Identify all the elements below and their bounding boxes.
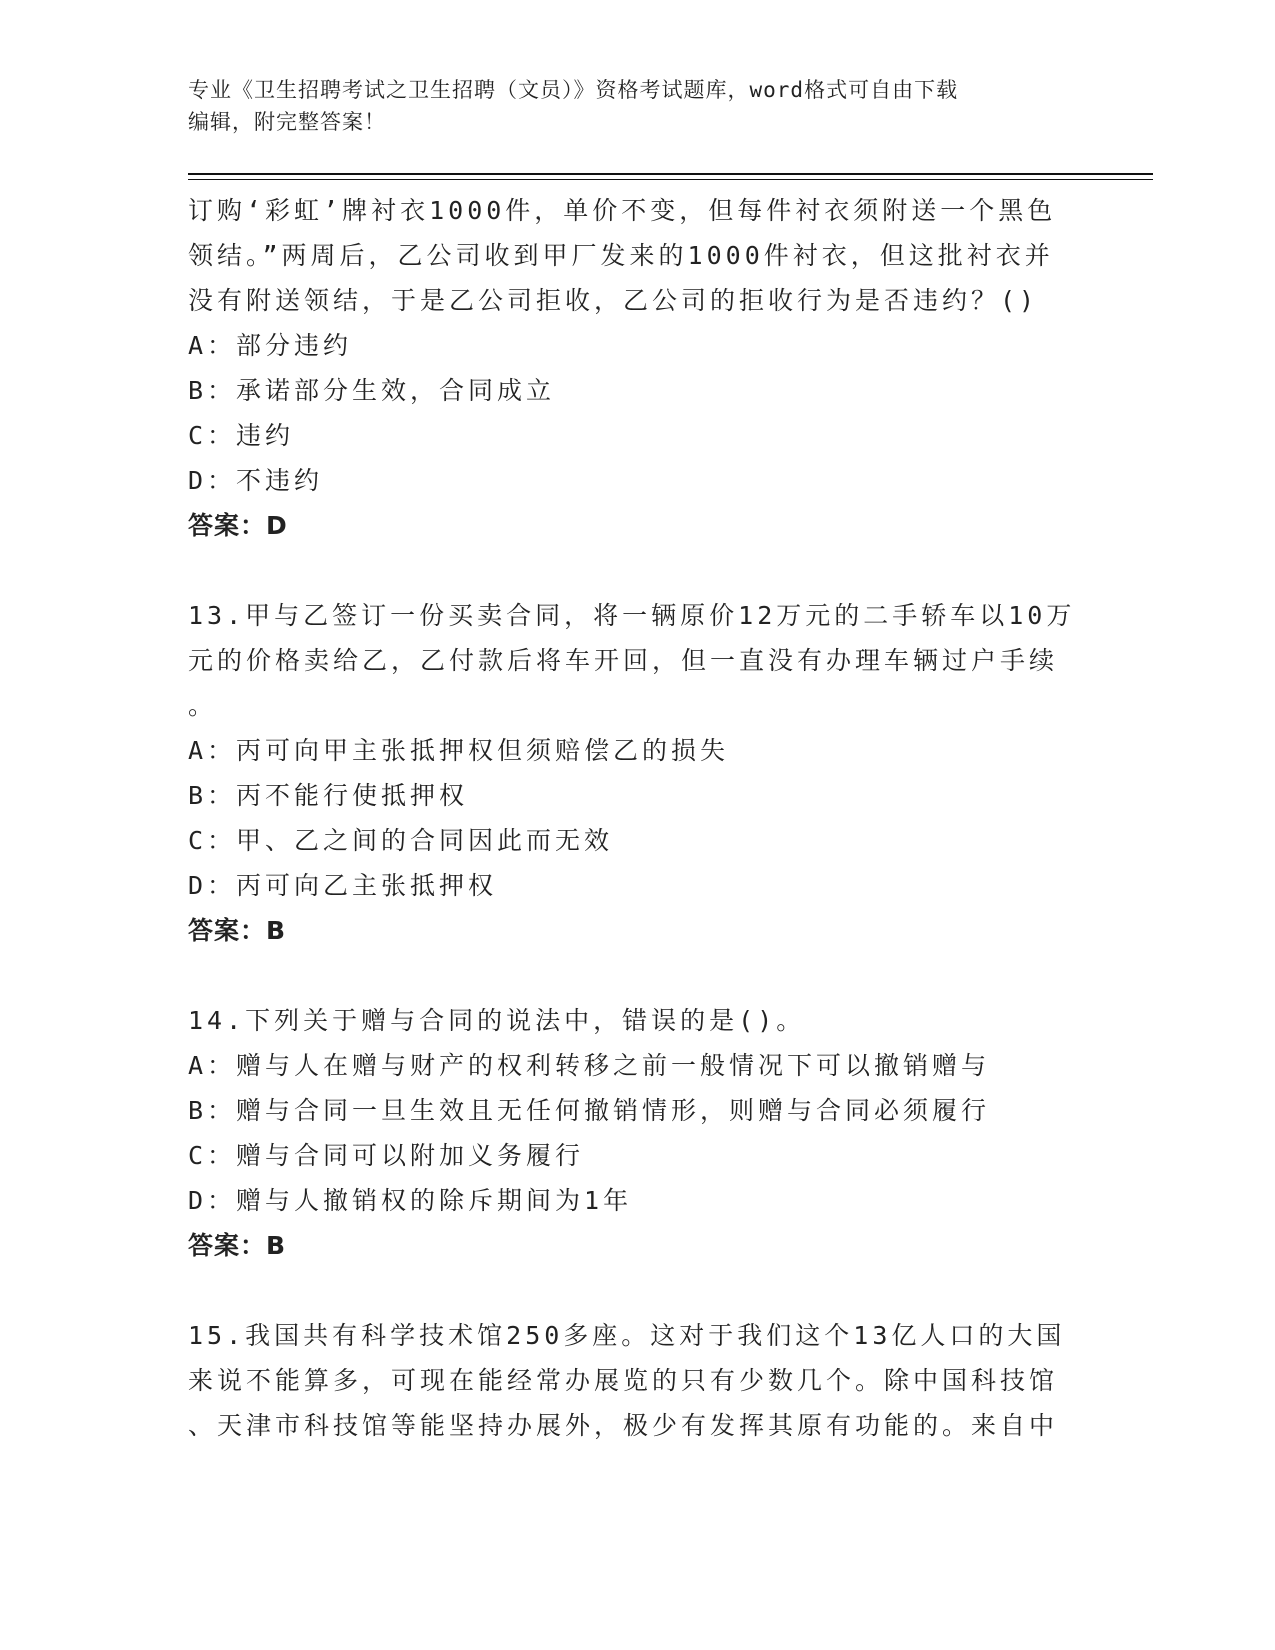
question-stem-line: 订购‘彩虹’牌衬衣1000件，单价不变，但每件衬衣须附送一个黑色 [188,196,1057,225]
question-13 [188,593,1088,953]
header-line-2: 编辑，附完整答案！ [188,110,386,134]
question-stem-line: 、天津市科技馆等能坚持办展外，极少有发挥其原有功能的。来自中 [188,1411,1059,1440]
question-stem-line: 领结。”两周后，乙公司收到甲厂发来的1000件衬衣，但这批衬衣并 [188,241,1054,270]
question-stem-line: 14.下列关于赠与合同的说法中，错误的是()。 [188,1006,806,1035]
question-14 [188,998,1088,1268]
question-stem-line: 13.甲与乙签订一份买卖合同，将一辆原价12万元的二手轿车以10万 [188,601,1076,630]
question-stem-line: 来说不能算多，可现在能经常办展览的只有少数几个。除中国科技馆 [188,1366,1059,1395]
answer-line: 答案：B [188,1231,287,1260]
option-b: B：承诺部分生效，合同成立 [188,376,556,405]
option-b: B：丙不能行使抵押权 [188,781,469,810]
document-body [188,188,1088,1448]
question-stem-line: 。 [188,691,218,720]
question-stem-line: 元的价格卖给乙，乙付款后将车开回，但一直没有办理车辆过户手续 [188,646,1059,675]
option-d: D：不违约 [188,466,324,495]
answer-line: 答案：D [188,511,288,540]
page-header [188,74,1068,138]
question-15 [188,1313,1088,1448]
question-12 [188,188,1088,548]
option-a: A：部分违约 [188,331,353,360]
option-b: B：赠与合同一旦生效且无任何撤销情形，则赠与合同必须履行 [188,1096,991,1125]
header-line-1: 专业《卫生招聘考试之卫生招聘（文员）》资格考试题库，word格式可自由下载 [188,78,959,102]
question-stem-line: 15.我国共有科学技术馆250多座。这对于我们这个13亿人口的大国 [188,1321,1066,1350]
spacer [188,548,1088,593]
header-rule-thin [188,179,1153,180]
option-a: A：赠与人在赠与财产的权利转移之前一般情况下可以撤销赠与 [188,1051,991,1080]
option-c: C：赠与合同可以附加义务履行 [188,1141,585,1170]
header-rule-thick [188,173,1153,175]
option-a: A：丙可向甲主张抵押权但须赔偿乙的损失 [188,736,730,765]
option-c: C：甲、乙之间的合同因此而无效 [188,826,614,855]
option-c: C：违约 [188,421,295,450]
option-d: D：赠与人撤销权的除斥期间为1年 [188,1186,633,1215]
option-d: D：丙可向乙主张抵押权 [188,871,498,900]
answer-line: 答案：B [188,916,287,945]
question-stem-line: 没有附送领结，于是乙公司拒收，乙公司的拒收行为是否违约？() [188,286,1039,315]
spacer [188,1268,1088,1313]
spacer [188,953,1088,998]
